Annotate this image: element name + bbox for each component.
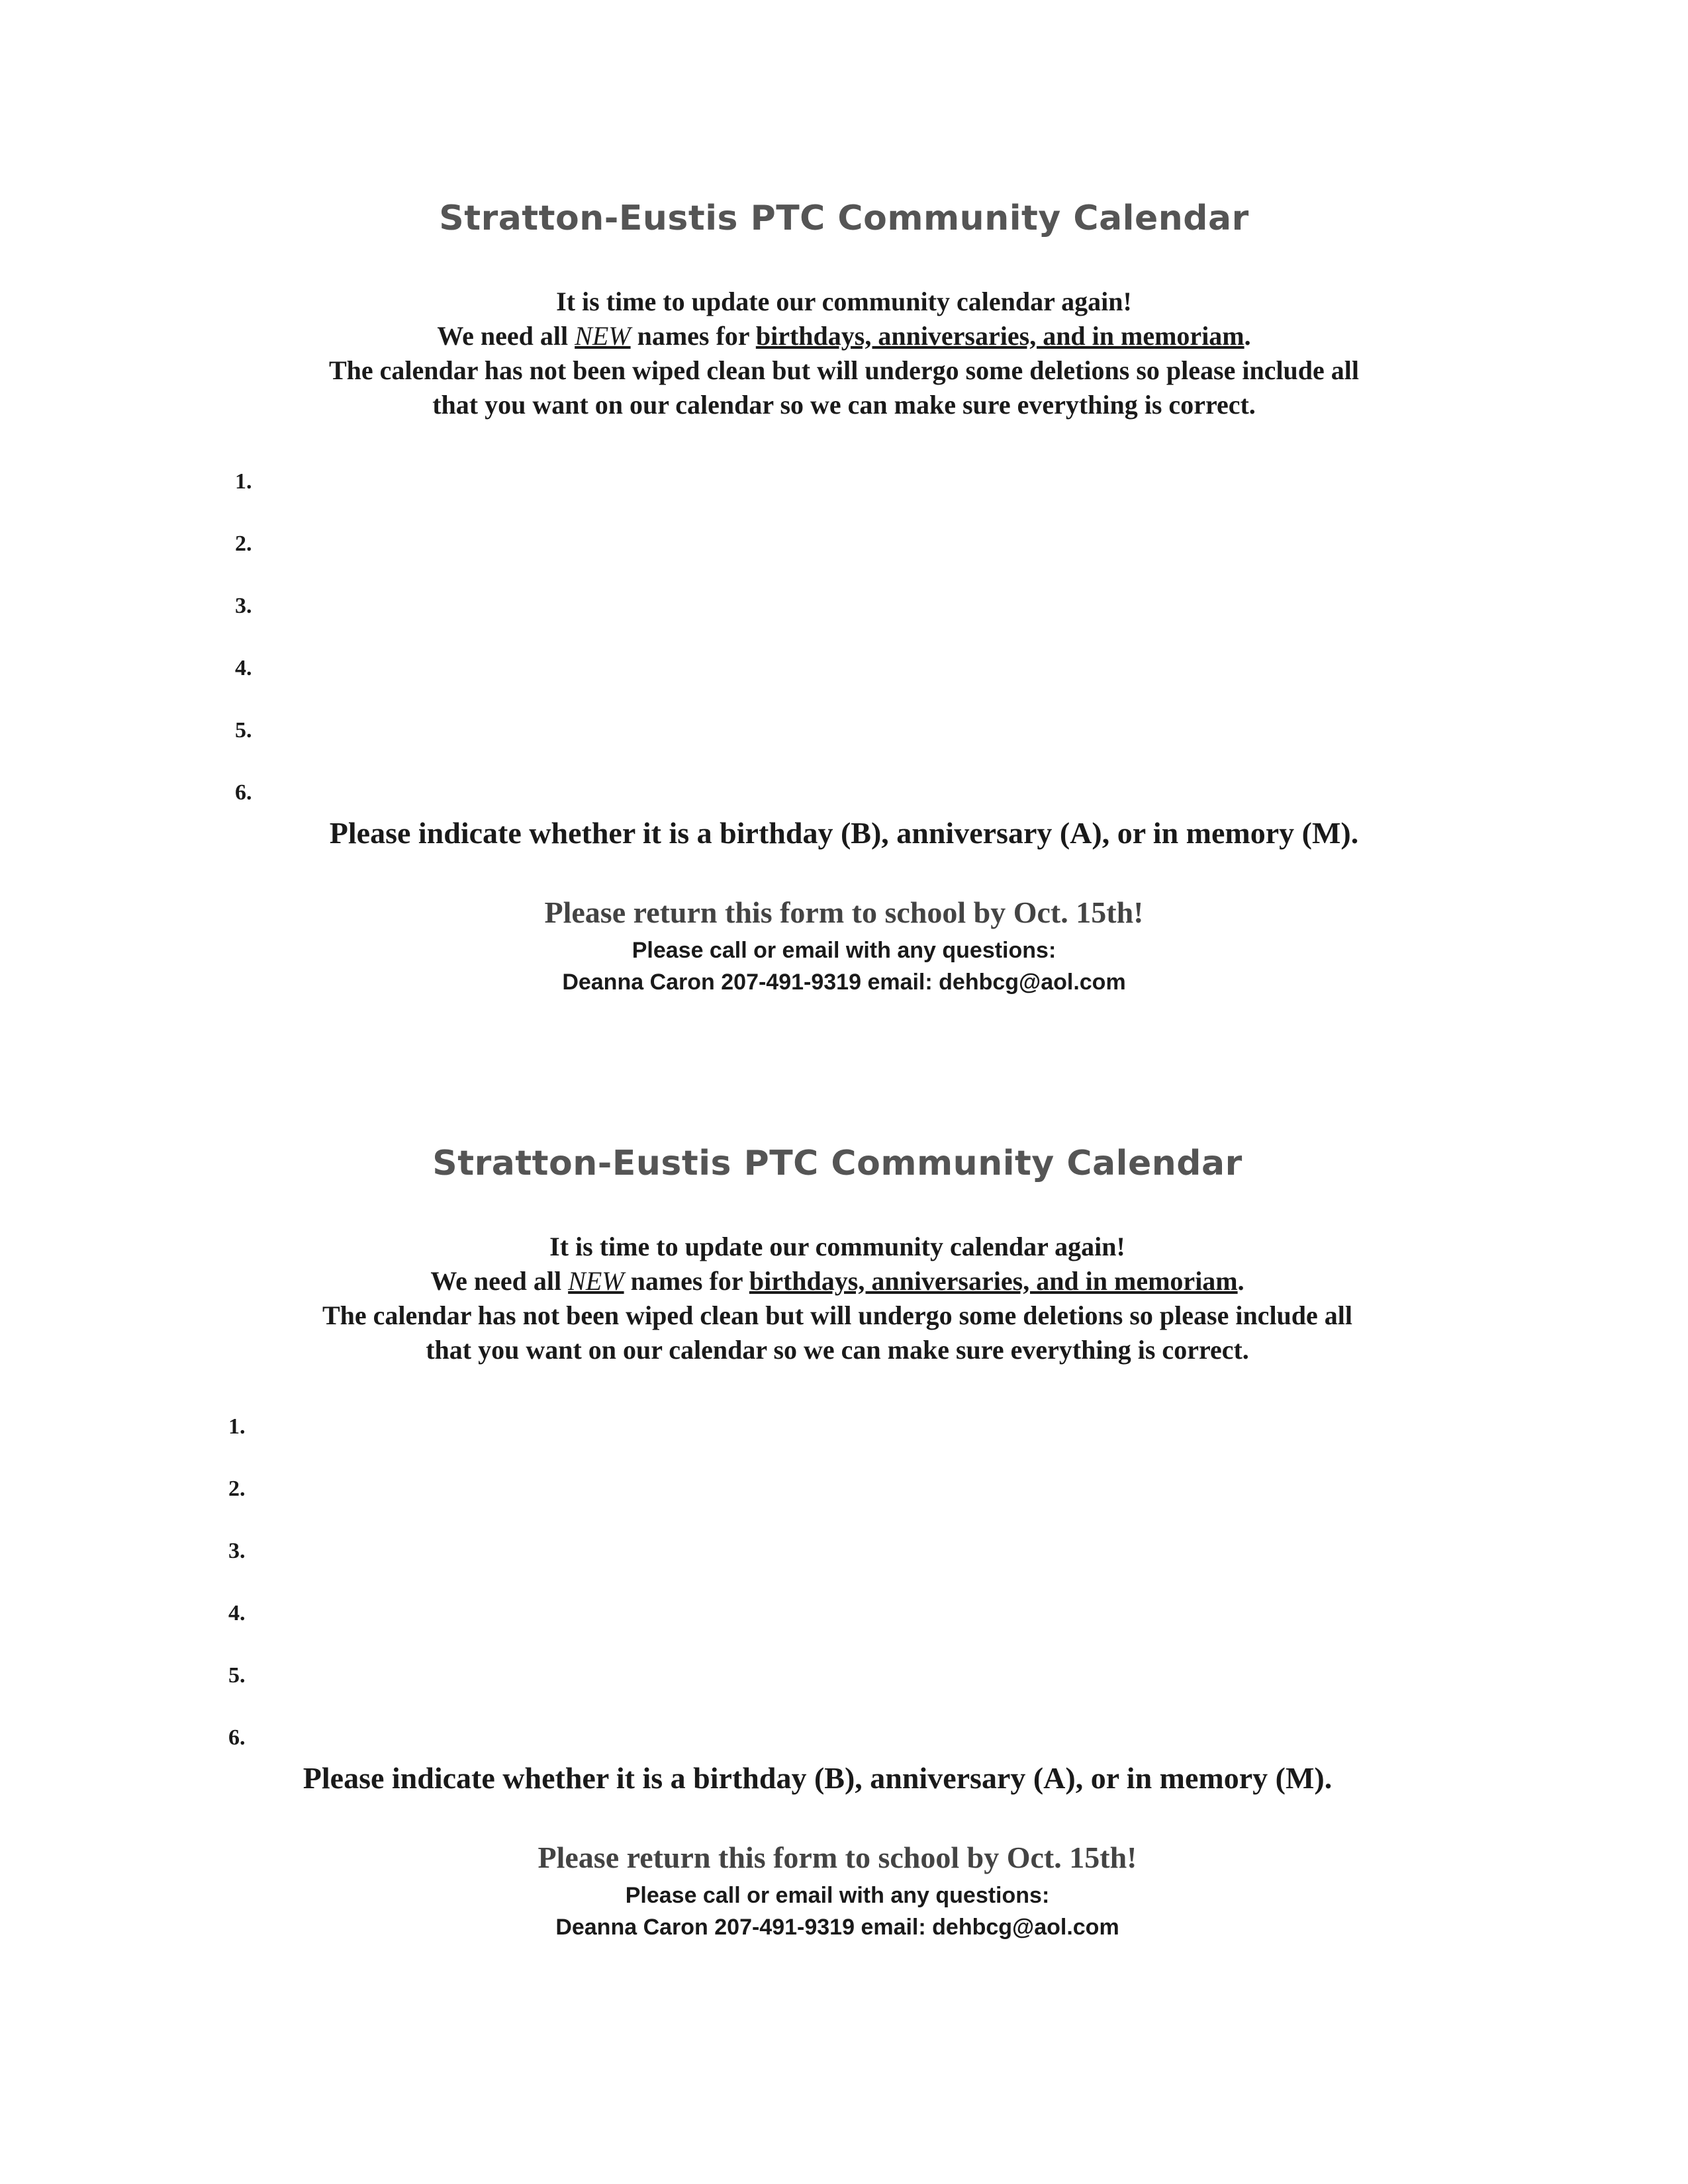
return-deadline: Please return this form to school by Oct. 15th!	[538, 1841, 1137, 1874]
intro-line-2-mid: names for	[624, 1266, 749, 1296]
entry-number-4: 4.	[235, 656, 252, 680]
return-deadline: Please return this form to school by Oct. 15th!	[544, 895, 1144, 929]
intro-text	[0, 1230, 1681, 1367]
entry-number-6: 6.	[228, 1725, 246, 1750]
new-word: NEW	[568, 1266, 624, 1296]
indicate-instruction: Please indicate whether it is a birthday (B), anniversary (A), or in memory (M).	[329, 816, 1359, 850]
contact-info	[0, 1880, 1681, 1943]
indicate-instruction: Please indicate whether it is a birthday (B), anniversary (A), or in memory (M).	[303, 1761, 1333, 1795]
intro-line-2-end: .	[1237, 1266, 1244, 1296]
occasion-types: birthdays, anniversaries, and in memoriam	[749, 1266, 1238, 1296]
intro-line-2-end: .	[1244, 321, 1251, 351]
form-title: Stratton-Eustis PTC Community Calendar	[439, 199, 1249, 238]
intro-line-4: that you want on our calendar so we can make sure everything is correct.	[432, 390, 1256, 420]
questions-line: Please call or email with any questions:	[625, 1883, 1050, 1908]
entry-number-6: 6.	[235, 780, 252, 805]
form-title: Stratton-Eustis PTC Community Calendar	[432, 1144, 1243, 1183]
occasion-types: birthdays, anniversaries, and in memoriam	[755, 321, 1244, 351]
contact-info	[0, 934, 1688, 998]
entry-number-3: 3.	[235, 594, 252, 618]
intro-line-3: The calendar has not been wiped clean but will undergo some deletions so please include all	[322, 1300, 1353, 1330]
entry-number-2: 2.	[228, 1477, 246, 1501]
intro-line-2-pre: We need all	[430, 1266, 569, 1296]
questions-line: Please call or email with any questions:	[632, 938, 1056, 963]
entry-number-5: 5.	[235, 718, 252, 743]
entry-number-5: 5.	[228, 1663, 246, 1688]
intro-line-1: It is time to update our community calendar again!	[556, 287, 1132, 316]
intro-text	[0, 285, 1688, 422]
intro-line-1: It is time to update our community calendar again!	[549, 1232, 1125, 1261]
contact-line: Deanna Caron 207-491-9319 email: dehbcg@aol.com	[555, 1915, 1119, 1940]
intro-line-2-pre: We need all	[437, 321, 575, 351]
entry-list	[228, 1414, 246, 1787]
intro-line-4: that you want on our calendar so we can make sure everything is correct.	[426, 1335, 1249, 1365]
intro-line-2-mid: names for	[630, 321, 756, 351]
entry-number-3: 3.	[228, 1539, 246, 1563]
entry-number-2: 2.	[235, 531, 252, 556]
entry-number-1: 1.	[228, 1414, 246, 1439]
intro-line-3: The calendar has not been wiped clean but will undergo some deletions so please include all	[328, 355, 1360, 385]
entry-list	[235, 469, 252, 842]
intro-line-2	[0, 1264, 1681, 1298]
intro-line-2	[0, 319, 1688, 353]
new-word: NEW	[575, 321, 631, 351]
contact-line: Deanna Caron 207-491-9319 email: dehbcg@aol.com	[562, 970, 1126, 995]
entry-number-4: 4.	[228, 1601, 246, 1625]
entry-number-1: 1.	[235, 469, 252, 494]
